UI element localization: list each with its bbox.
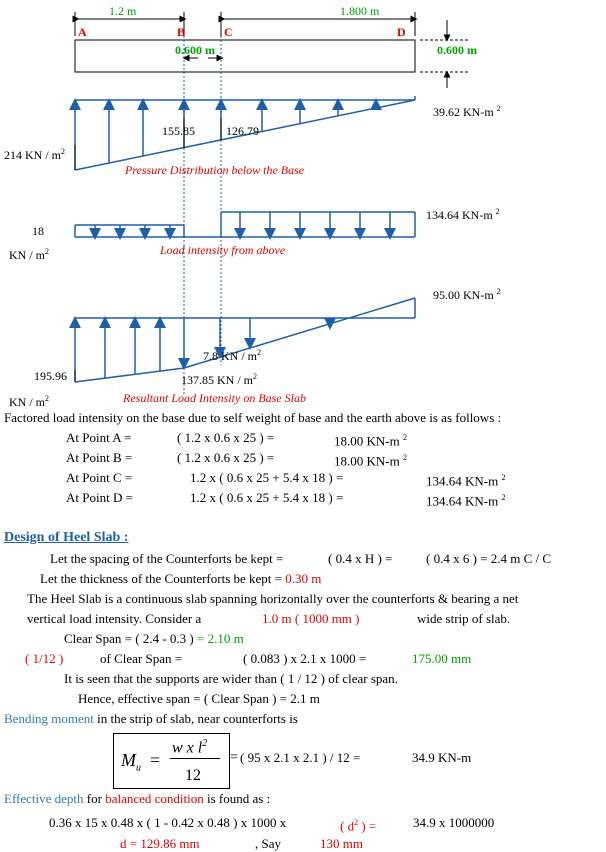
- fraction-val: 175.00 mm: [412, 651, 472, 666]
- foundation-pressure-diagram: [0, 0, 606, 420]
- row-a-point: At Point A =: [66, 430, 132, 445]
- resultant-mid-label: 7.8 KN / $m^2$: [203, 348, 261, 363]
- dim-left-label: 1.2 m: [109, 4, 137, 18]
- thickness-text: Let the thickness of the Counterforts be kept = 0.30 m: [40, 571, 322, 586]
- spacing-text: Let the spacing of the Counterforts be kept =: [50, 551, 284, 566]
- row-c-point: At Point C =: [66, 470, 133, 485]
- depth-result: d = 129.86 mm: [120, 836, 200, 851]
- spacing-expr: ( 0.4 x H ) =: [328, 551, 393, 566]
- load-caption: Load intensity from above: [160, 243, 286, 257]
- row-c-val: 134.64 KN-m $^2$: [426, 473, 506, 489]
- row-d-val: 134.64 KN-m $^2$: [426, 493, 506, 509]
- row-d-expr: 1.2 x ( 0.6 x 25 + 5.4 x 18 ) =: [190, 490, 344, 505]
- base-slab: [75, 40, 415, 72]
- section-dotted-lines: [184, 36, 221, 395]
- row-a-expr: ( 1.2 x 0.6 x 25 ) =: [177, 430, 275, 445]
- continuous-line-1: The Heel Slab is a continuous slab spanning horizontally over the counterforts & bearing a net: [27, 591, 519, 606]
- pressure-c-label: 126.79: [226, 124, 259, 138]
- formula-fraction-line: [170, 758, 220, 759]
- resultant-right-label: 95.00 KN-m $^2$: [433, 287, 501, 302]
- clear-span-line: Clear Span = ( 2.4 - 0.3 ) = 2.10 m: [64, 631, 244, 646]
- dim-right-label: 1.800 m: [340, 4, 380, 18]
- row-a-val: 18.00 KN-m $^2$: [334, 433, 407, 449]
- fraction-label: ( 1/12 ): [25, 651, 64, 666]
- row-c-expr: 1.2 x ( 0.6 x 25 + 5.4 x 18 ) =: [190, 470, 344, 485]
- resultant-left-unit: KN / $m^2$: [9, 394, 49, 409]
- point-c-label: C: [224, 25, 233, 39]
- say-label: , Say: [255, 836, 281, 851]
- heel-slab-heading: Design of Heel Slab :: [4, 530, 129, 545]
- resultant-left-label: 195.96: [34, 369, 67, 383]
- dimension-lines: [75, 12, 470, 88]
- pressure-caption: Pressure Distribution below the Base: [125, 163, 305, 177]
- formula-eq2: =: [230, 750, 238, 765]
- point-d-label: D: [397, 25, 406, 39]
- point-b-label: B: [177, 25, 186, 39]
- pressure-left-label: 214 KN / $m^2$: [4, 147, 65, 162]
- pressure-right-label: 39.62 KN-m $^2$: [433, 104, 501, 119]
- effective-span: Hence, effective span = ( Clear Span ) = 2.1 m: [78, 691, 320, 706]
- bm-val: 34.9 KN-m: [412, 750, 472, 765]
- wider-text: It is seen that the supports are wider than ( 1 / 12 ) of clear span.: [64, 671, 398, 686]
- say-value: 130 mm: [320, 836, 363, 851]
- fraction-expr: ( 0.083 ) x 2.1 x 1000 =: [243, 651, 367, 666]
- resultant-caption: Resultant Load Intensity on Base Slab: [123, 391, 306, 405]
- row-d-point: At Point D =: [66, 490, 133, 505]
- continuous-line-2a: vertical load intensity. Consider a: [27, 611, 202, 626]
- pressure-b-label: 155.85: [162, 124, 195, 138]
- spacing-val: ( 0.4 x 6 ) = 2.4 m C / C: [426, 551, 552, 566]
- bm-expr: ( 95 x 2.1 x 2.1 ) / 12 =: [240, 750, 361, 765]
- bending-moment-line: Bending moment in the strip of slab, near counterforts is: [4, 711, 298, 726]
- row-b-val: 18.00 KN-m $^2$: [334, 453, 407, 469]
- load-diagram: [75, 212, 415, 237]
- depth-d2: ( $d^2$ ) =: [340, 818, 377, 834]
- factored-intro: Factored load intensity on the base due to self weight of base and the earth above is as follows :: [4, 410, 502, 425]
- load-left-value: 18: [32, 224, 44, 238]
- resultant-b-label: 137.85 KN / $m^2$: [181, 372, 257, 387]
- formula-numerator: w x $l^2$: [172, 738, 208, 757]
- load-left-unit: KN / $m^2$: [9, 247, 49, 262]
- row-b-expr: ( 1.2 x 0.6 x 25 ) =: [177, 450, 275, 465]
- thickness-label: 0.600 m: [437, 43, 477, 57]
- depth-rhs: 34.9 x 1000000: [413, 815, 495, 830]
- row-b-point: At Point B =: [66, 450, 133, 465]
- formula-mu: $M_u$: [121, 750, 141, 774]
- continuous-line-2c: wide strip of slab.: [417, 611, 511, 626]
- effective-depth-line: Effective depth for balanced condition is found as :: [4, 791, 271, 806]
- formula-eq: =: [150, 750, 161, 770]
- continuous-line-2b: 1.0 m ( 1000 mm ): [262, 611, 360, 626]
- gap-label: 0.600 m: [175, 43, 215, 57]
- depth-expr: 0.36 x 15 x 0.48 x ( 1 - 0.42 x 0.48 ) x 1000 x: [49, 815, 287, 830]
- fraction-of: of Clear Span =: [100, 651, 183, 666]
- point-a-label: A: [78, 25, 87, 39]
- formula-denominator: 12: [185, 767, 201, 784]
- load-right-label: 134.64 KN-m $^2$: [426, 207, 500, 222]
